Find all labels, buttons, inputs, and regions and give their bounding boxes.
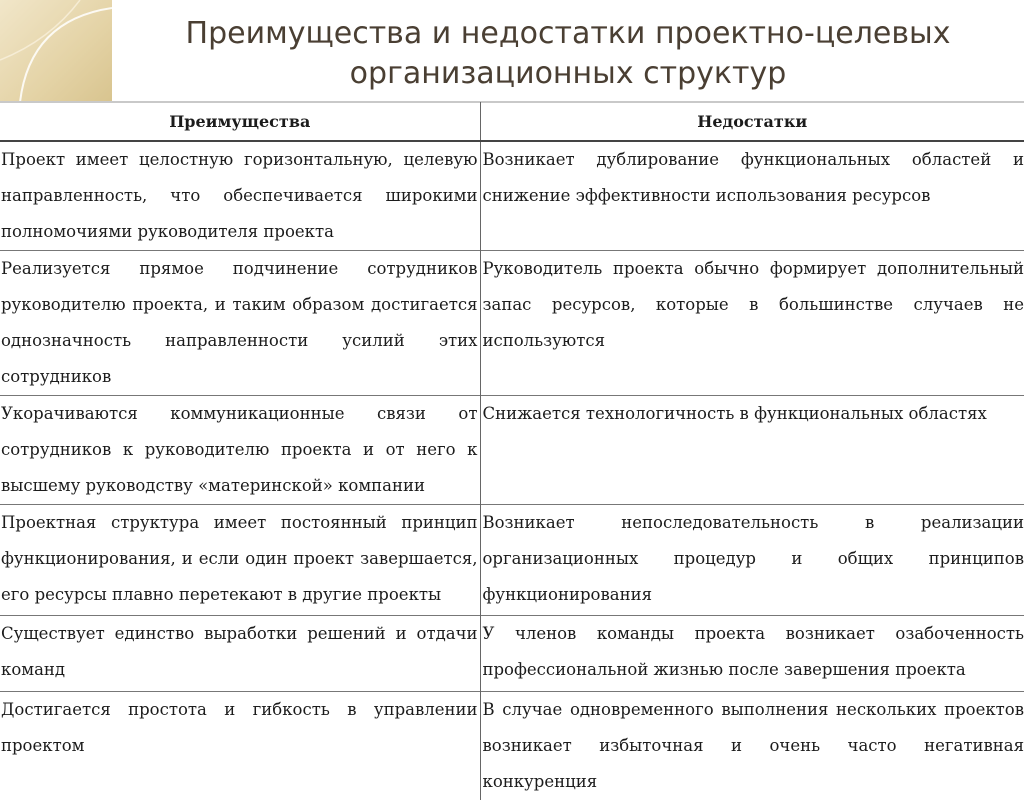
table-row xyxy=(0,141,1024,251)
disadvantage-cell: Снижается технологичность в функциональных областях xyxy=(480,396,1024,505)
disadvantage-cell: Возникает дублирование функциональных областей и снижение эффективности использования ресурсов xyxy=(480,141,1024,251)
disadvantage-cell: Возникает непоследовательность в реализации организационных процедур и общих принципов функционирования xyxy=(480,505,1024,616)
advantage-cell: Укорачиваются коммуникационные связи от сотрудников к руководителю проекта и от него к высшему руководству «материнской» компании xyxy=(0,396,480,505)
table-header-row xyxy=(0,102,1024,141)
disadvantage-cell: В случае одновременного выполнения нескольких проектов возникает избыточная и очень часто негативная конкуренция xyxy=(480,692,1024,800)
advantage-cell: Проектная структура имеет постоянный принцип функционирования, и если один проект завершается, его ресурсы плавно перетекают в другие проекты xyxy=(0,505,480,616)
header-advantages: Преимущества xyxy=(0,102,480,141)
table-row xyxy=(0,396,1024,505)
table-row xyxy=(0,616,1024,692)
page-title xyxy=(112,14,1024,94)
advantage-cell: Существует единство выработки решений и отдачи команд xyxy=(0,616,480,692)
advantage-cell: Достигается простота и гибкость в управлении проектом xyxy=(0,692,480,800)
header-disadvantages: Недостатки xyxy=(480,102,1024,141)
table-row xyxy=(0,692,1024,800)
title-line-1: Преимущества и недостатки проектно-целевых xyxy=(112,14,1024,54)
decorative-corner xyxy=(0,0,112,102)
title-line-2: организационных структур xyxy=(112,54,1024,94)
disadvantage-cell: У членов команды проекта возникает озабоченность профессиональной жизнью после завершения проекта xyxy=(480,616,1024,692)
table-row xyxy=(0,251,1024,396)
advantage-cell: Проект имеет целостную горизонтальную, целевую направленность, что обеспечивается широкими полномочиями руководителя проекта xyxy=(0,141,480,251)
decorative-arc-icon xyxy=(0,0,112,102)
table-row xyxy=(0,505,1024,616)
advantage-cell: Реализуется прямое подчинение сотрудников руководителю проекта, и таким образом достигается однозначность направленности усилий этих сотрудников xyxy=(0,251,480,396)
disadvantage-cell: Руководитель проекта обычно формирует дополнительный запас ресурсов, которые в большинстве случаев не используются xyxy=(480,251,1024,396)
comparison-table xyxy=(0,102,1024,800)
